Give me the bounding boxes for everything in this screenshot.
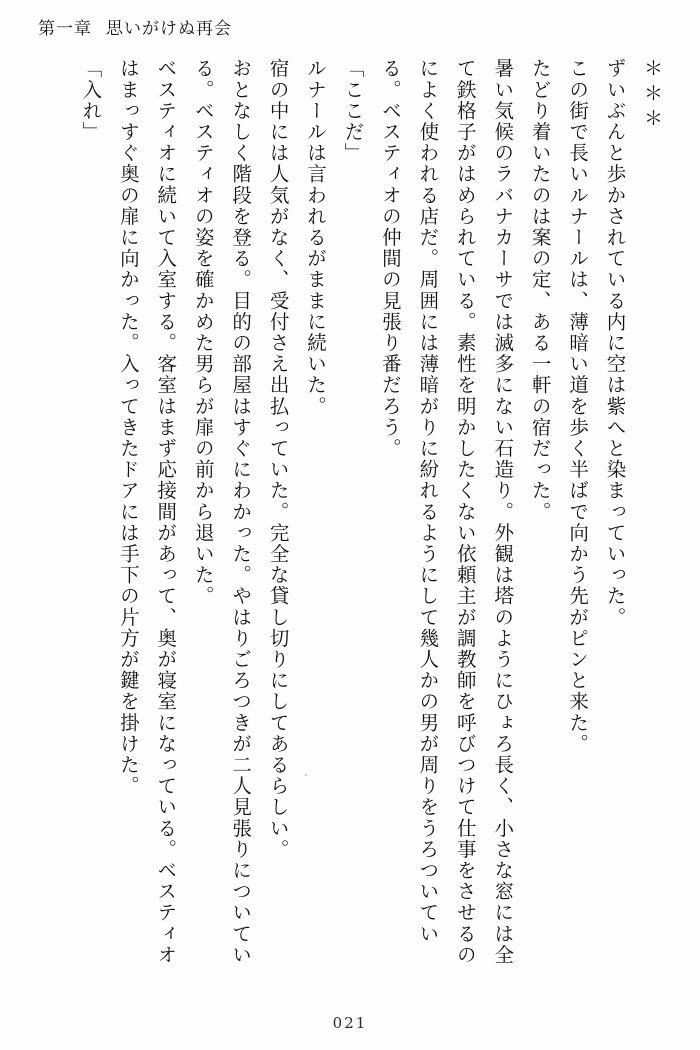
- paragraph-dialogue: 「入れ」: [79, 58, 103, 143]
- scene-break: ＊＊＊: [641, 58, 663, 133]
- page-number: 021: [332, 1014, 368, 1032]
- paragraph-dialogue: 「ここだ」: [341, 58, 365, 164]
- paragraph: たどり着いたのは案の定、ある一軒の宿だった。: [528, 58, 552, 523]
- chapter-title: 思いがけぬ再会: [106, 19, 232, 39]
- paragraph: ベスティオに続いて入室する。客室はまず応接間があって、奥が寝室になっている。ベスティオはまっすぐ奥の扉に向かった。入ってきたドアには手下の片方が鍵を掛けた。: [116, 58, 178, 966]
- paragraph: この街で長いルナールは、薄暗い道を歩く半ばで向かう先がピンと来た。: [566, 58, 590, 755]
- page-header: [38, 14, 232, 39]
- paragraph: ルナールは言われるがままに続いた。: [304, 58, 328, 417]
- paragraph: ずいぶんと歩かされている内に空は紫へと染まっていった。: [603, 58, 627, 628]
- body-text: [40, 58, 670, 968]
- paragraph: おとなしく階段を登る。目的の部屋はすぐにわかった。やはりごろつきが二人見張りについている。ベスティオの姿を確かめた男らが扉の前から退いた。: [191, 58, 253, 966]
- chapter-number: 第一章: [38, 19, 92, 39]
- scan-speck: [305, 774, 307, 776]
- paragraph: 宿の中には人気がなく、受付さえ出払っていた。完全な貸し切りにしてあるらしい。: [266, 58, 290, 860]
- paragraph: 暑い気候のラバナカーサでは滅多にない石造り。外観は塔のようにひょろ長く、小さな窓には全て鉄格子がはめられている。素性を明かしたくない依頼主が調教師を呼びつけて仕事をさせるのによく使われる店だ。周囲には薄暗がりに紛れるようにして幾人かの男が周りをうろついている。ベスティオの仲間の見張り番だろう。: [378, 58, 515, 966]
